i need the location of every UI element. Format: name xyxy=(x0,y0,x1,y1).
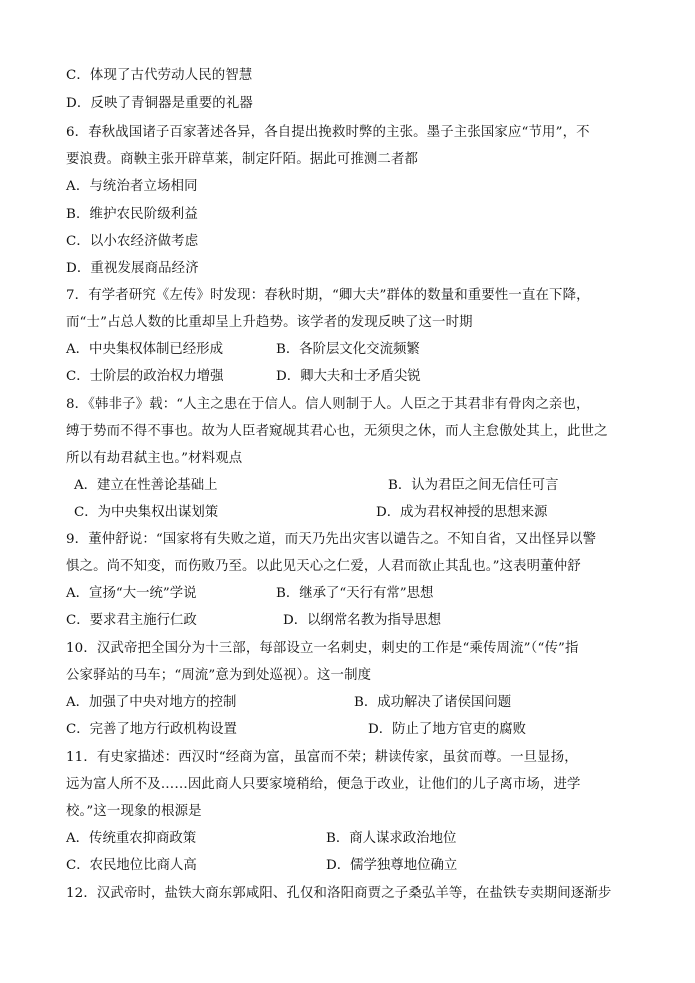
question-text: 12．汉武帝时，盐铁大商东郭咸阳、孔仅和洛阳商贾之子桑弘羊等，在盐铁专卖期间逐渐步 xyxy=(66,886,612,901)
option-line: A．与统治者立场相同 xyxy=(66,179,198,194)
question-text: 公家驿站的马车；“周流”意为到处巡视）。这一制度 xyxy=(66,668,372,683)
question-text: 7．有学者研究《左传》时发现：春秋时期，“卿大夫”群体的数量和重要性一直在下降， xyxy=(66,288,590,303)
option-a: A．建立在性善论基础上 xyxy=(74,478,218,493)
option-c: C．完善了地方行政机构设置 xyxy=(66,722,237,737)
option-b: B．认为君臣之间无信任可言 xyxy=(388,478,559,493)
option-c: C．要求君主施行仁政 xyxy=(66,613,197,628)
option-b: B．成功解决了诸侯国问题 xyxy=(354,695,512,710)
option-d: D．防止了地方官吏的腐败 xyxy=(368,722,527,737)
option-a: A．传统重农抑商政策 xyxy=(66,831,197,846)
question-text: 11．有史家描述：西汉时“经商为富，虽富而不荣；耕读传家，虽贫而尊。一旦显扬， xyxy=(66,750,578,765)
question-text: 而“士”占总人数的比重却呈上升趋势。该学者的发现反映了这一时期 xyxy=(66,315,473,330)
question-text: 6．春秋战国诸子百家著述各异，各自提出挽救时弊的主张。墨子主张国家应“节用”，不 xyxy=(66,125,590,140)
option-line: B．维护农民阶级利益 xyxy=(66,207,198,222)
question-text: 缚于势而不得不事也。故为人臣者窥觇其君心也，无须臾之休，而人主怠傲处其上，此世之 xyxy=(66,424,608,439)
question-text: 所以有劫君弑主也。”材料观点 xyxy=(66,451,243,466)
question-text: 校。”这一现象的根源是 xyxy=(66,804,202,819)
option-c: C．士阶层的政治权力增强 xyxy=(66,369,224,384)
option-d: D．以纲常名教为指导思想 xyxy=(283,613,442,628)
option-d: D．成为君权神授的思想来源 xyxy=(376,505,548,520)
option-d: D．儒学独尊地位确立 xyxy=(326,858,458,873)
question-text: 10．汉武帝把全国分为十三部，每部设立一名刺史，刺史的工作是“乘传周流”（“传”指 xyxy=(66,641,579,656)
question-text: 惧之。尚不知变，而伤败乃至。以此见天心之仁爱，人君而欲止其乱也。”这表明董仲舒 xyxy=(66,559,581,574)
option-d: D．卿大夫和士矛盾尖锐 xyxy=(276,369,421,384)
question-text: 9．董仲舒说：“国家将有失败之道，而天乃先出灾害以谴告之。不知自省，又出怪异以警 xyxy=(66,532,597,547)
question-text: 远为富人所不及……因此商人只要家境稍给，便急于改业，让他们的儿子离市场，进学 xyxy=(66,777,581,792)
option-line: C．以小农经济做考虑 xyxy=(66,234,199,249)
option-c: C．为中央集权出谋划策 xyxy=(74,505,219,520)
option-a: A．宣扬“大一统”学说 xyxy=(66,586,197,601)
option-b: B．各阶层文化交流频繁 xyxy=(276,342,420,357)
question-text: 8．《韩非子》载：“人主之患在于信人。信人则制于人。人臣之于其君非有骨肉之亲也， xyxy=(66,397,590,412)
question-text: 要浪费。商鞅主张开辟草莱，制定阡陌。据此可推测二者都 xyxy=(66,152,419,167)
option-b: B．商人谋求政治地位 xyxy=(326,831,457,846)
option-a: A．中央集权体制已经形成 xyxy=(66,342,223,357)
option-line: D．反映了青铜器是重要的礼器 xyxy=(66,96,253,111)
option-b: B．继承了“天行有常”思想 xyxy=(276,586,434,601)
option-line: D．重视发展商品经济 xyxy=(66,261,199,276)
option-a: A．加强了中央对地方的控制 xyxy=(66,695,237,710)
option-c: C．农民地位比商人高 xyxy=(66,858,197,873)
option-line: C．体现了古代劳动人民的智慧 xyxy=(66,68,253,83)
